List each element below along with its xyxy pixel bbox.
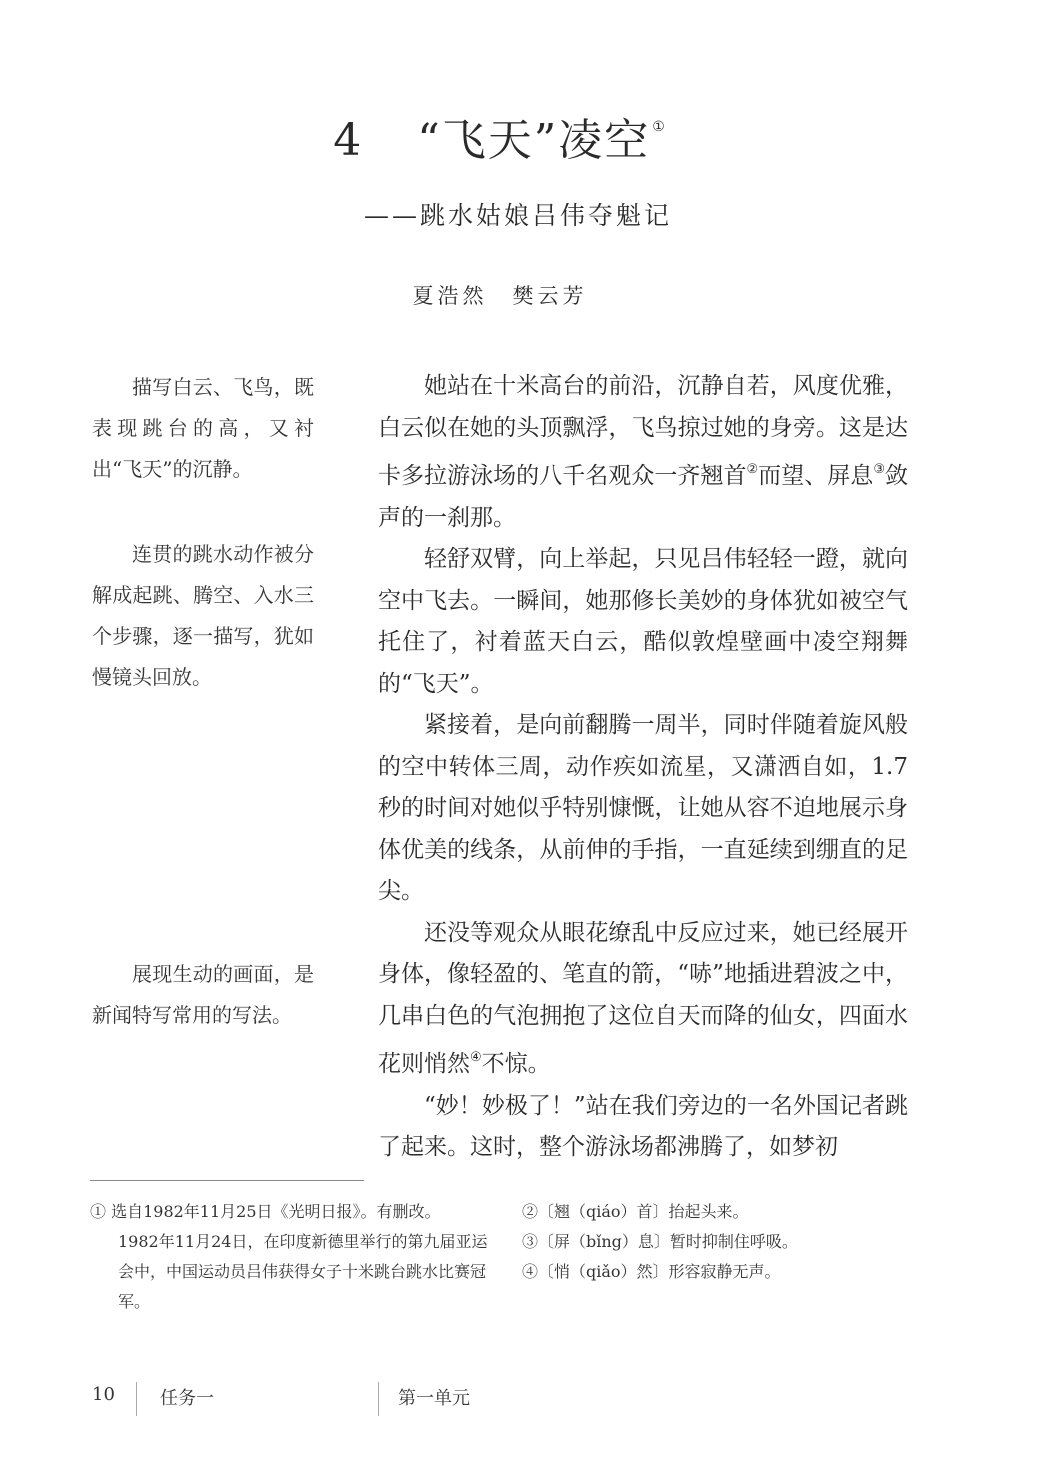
footnote-marker-3: ③ bbox=[873, 462, 886, 477]
footnote-4: ④〔悄（qiǎo）然〕形容寂静无声。 bbox=[522, 1262, 781, 1281]
lesson-subtitle: ——跳水姑娘吕伟夺魁记 bbox=[363, 201, 672, 230]
paragraph-4-text-a: 还没等观众从眼花缭乱中反应过来，她已经展开身体，像轻盈的、笔直的箭，“哧”地插进碧波之中，几串白色的气泡拥抱了这位自天而降的仙女，四面水花则悄然 bbox=[378, 919, 908, 1077]
side-note-2: 连贯的跳水动作被分解成起跳、腾空、入水三个步骤，逐一描写，犹如慢镜头回放。 bbox=[92, 542, 314, 689]
paragraph-3: 紧接着，是向前翻腾一周半，同时伴随着旋风般的空中转体三周，动作疾如流星，又潇洒自如，1.7秒的时间对她似乎特别慷慨，让她从容不迫地展示身体优美的线条，从前伸的手指，一直延续到绷直的足尖。 bbox=[378, 712, 908, 904]
lesson-number: 4 bbox=[333, 115, 364, 166]
paragraph-4-text-b: 不惊。 bbox=[481, 1051, 551, 1077]
lesson-title bbox=[0, 104, 1000, 168]
article-body bbox=[378, 366, 908, 1169]
paragraph-2: 轻舒双臂，向上举起，只见吕伟轻轻一蹬，就向空中飞去。一瞬间，她那修长美妙的身体犹如被空气托住了，衬着蓝天白云，酷似敦煌壁画中凌空翔舞的“飞天”。 bbox=[378, 546, 908, 697]
footer-unit: 第一单元 bbox=[398, 1388, 470, 1409]
title-footnote-marker: ① bbox=[652, 119, 667, 135]
paragraph-4 bbox=[378, 913, 908, 1086]
lesson-title-text: “飞天”凌空 bbox=[417, 115, 651, 166]
footer-separator bbox=[378, 1382, 379, 1416]
paragraph-1-text-a: 她站在十米高台的前沿，沉静自若，风度优雅，白云似在她的头顶飘浮，飞鸟掠过她的身旁。这是达卡多拉游泳场的八千名观众一齐翘首 bbox=[378, 373, 908, 489]
authors: 夏浩然 樊云芳 bbox=[412, 284, 588, 308]
footer-separator bbox=[136, 1382, 137, 1416]
footnote-2: ②〔翘（qiáo）首〕抬起头来。 bbox=[522, 1202, 749, 1221]
footnote-marker-2: ② bbox=[746, 462, 759, 477]
page-number: 10 bbox=[92, 1384, 115, 1405]
footnote-1-first: ① 选自1982年11月25日《光明日报》。有删改。 bbox=[90, 1202, 441, 1221]
paragraph-5: “妙！妙极了！”站在我们旁边的一名外国记者跳了起来。这时，整个游泳场都沸腾了，如梦初 bbox=[378, 1092, 908, 1160]
footnote-1-rest: 1982年11月24日，在印度新德里举行的第九届亚运会中，中国运动员吕伟获得女子十米跳台跳水比赛冠军。 bbox=[118, 1232, 488, 1311]
side-note-1: 描写白云、飞鸟，既表现跳台的高，又衬出“飞天”的沉静。 bbox=[92, 375, 314, 481]
paragraph-1 bbox=[378, 366, 908, 539]
paragraph-1-text-c: 敛声的一刹那。 bbox=[378, 463, 909, 531]
footnotes-right bbox=[522, 1197, 982, 1287]
footer-task: 任务一 bbox=[160, 1388, 214, 1409]
footnote-marker-4: ④ bbox=[470, 1050, 482, 1065]
footnote-3: ③〔屏（bǐng）息〕暂时抑制住呼吸。 bbox=[522, 1232, 798, 1251]
footnote-divider bbox=[90, 1180, 364, 1181]
side-note-3: 展现生动的画面，是新闻特写常用的写法。 bbox=[92, 962, 314, 1027]
footnote-1 bbox=[90, 1197, 490, 1317]
paragraph-1-text-b: 而望、屏息 bbox=[758, 463, 874, 489]
